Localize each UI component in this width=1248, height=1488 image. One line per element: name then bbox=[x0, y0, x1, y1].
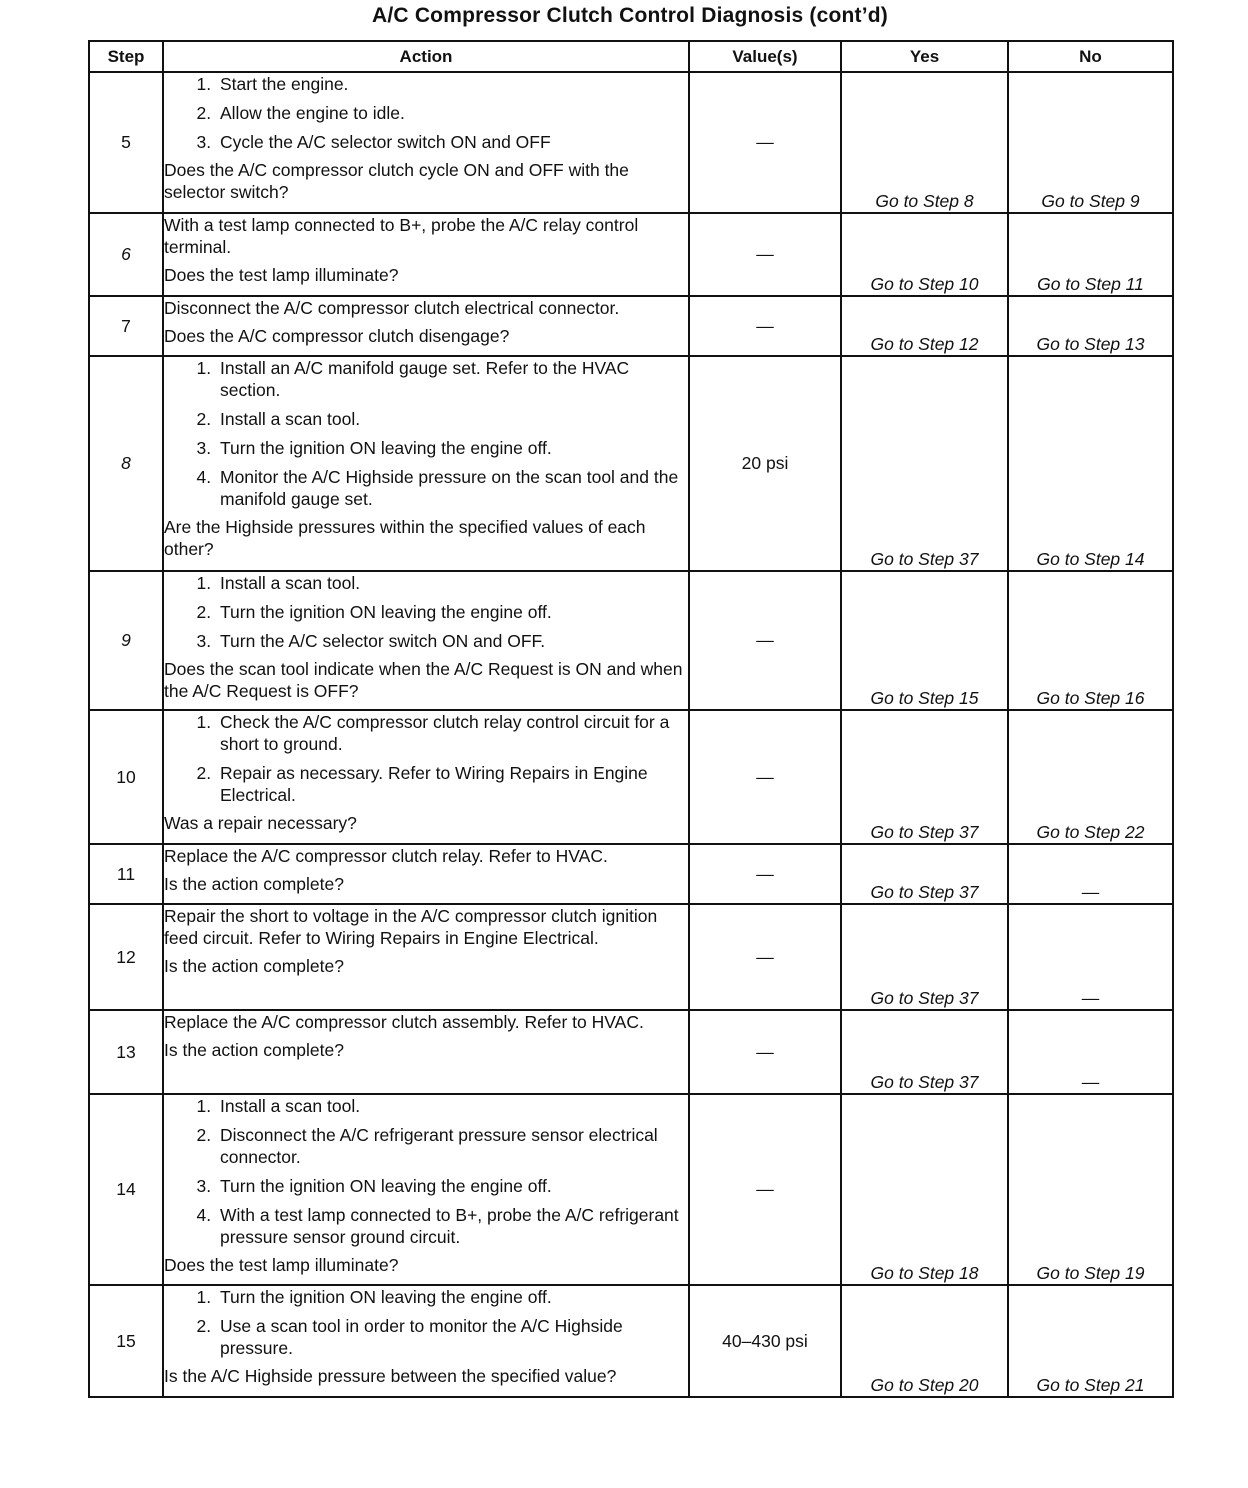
table-row bbox=[89, 710, 1173, 844]
no-cell: Go to Step 16 bbox=[1008, 571, 1173, 710]
table-row bbox=[89, 213, 1173, 296]
action-question: Does the test lamp illuminate? bbox=[164, 265, 399, 285]
no-cell: — bbox=[1008, 904, 1173, 1010]
action-question: Was a repair necessary? bbox=[164, 813, 357, 833]
action-steps-list bbox=[164, 73, 688, 153]
value-cell: 20 psi bbox=[689, 356, 841, 571]
step-number: 15 bbox=[89, 1285, 163, 1397]
value-cell: — bbox=[689, 710, 841, 844]
table-row bbox=[89, 356, 1173, 571]
step-number: 14 bbox=[89, 1094, 163, 1285]
action-steps-list bbox=[164, 572, 688, 652]
table-header-row bbox=[89, 41, 1173, 72]
step-number: 9 bbox=[89, 571, 163, 710]
no-cell: — bbox=[1008, 1010, 1173, 1094]
action-steps-list bbox=[164, 711, 688, 806]
action-steps-list bbox=[164, 1095, 688, 1248]
column-header-no: No bbox=[1008, 41, 1173, 72]
action-cell bbox=[163, 571, 689, 710]
action-step-item: 1. Check the A/C compressor clutch relay control circuit for a short to ground. bbox=[216, 711, 688, 755]
yes-cell: Go to Step 37 bbox=[841, 904, 1008, 1010]
value-cell: — bbox=[689, 72, 841, 213]
action-cell bbox=[163, 356, 689, 571]
action-steps-list bbox=[164, 357, 688, 510]
table-row bbox=[89, 571, 1173, 710]
action-question: Are the Highside pressures within the specified values of each other? bbox=[164, 517, 646, 559]
yes-cell: Go to Step 15 bbox=[841, 571, 1008, 710]
page-title: A/C Compressor Clutch Control Diagnosis (cont’d) bbox=[372, 4, 888, 27]
action-cell bbox=[163, 844, 689, 904]
table-body bbox=[89, 72, 1173, 1397]
step-number: 5 bbox=[89, 72, 163, 213]
yes-cell: Go to Step 37 bbox=[841, 356, 1008, 571]
step-number: 10 bbox=[89, 710, 163, 844]
yes-cell: Go to Step 8 bbox=[841, 72, 1008, 213]
step-number: 7 bbox=[89, 296, 163, 356]
yes-cell: Go to Step 12 bbox=[841, 296, 1008, 356]
step-number: 11 bbox=[89, 844, 163, 904]
table-row bbox=[89, 1010, 1173, 1094]
action-instruction: With a test lamp connected to B+, probe the A/C relay control terminal. bbox=[164, 215, 639, 257]
action-step-item: 2. Repair as necessary. Refer to Wiring Repairs in Engine Electrical. bbox=[216, 762, 688, 806]
action-question: Is the A/C Highside pressure between the specified value? bbox=[164, 1366, 617, 1386]
yes-cell: Go to Step 10 bbox=[841, 213, 1008, 296]
step-number: 12 bbox=[89, 904, 163, 1010]
step-number: 6 bbox=[89, 213, 163, 296]
action-question: Does the A/C compressor clutch cycle ON and OFF with the selector switch? bbox=[164, 160, 629, 202]
action-step-item: 3. Cycle the A/C selector switch ON and OFF bbox=[216, 131, 688, 153]
no-cell: Go to Step 14 bbox=[1008, 356, 1173, 571]
value-cell: — bbox=[689, 296, 841, 356]
action-step-item: 3. Turn the ignition ON leaving the engine off. bbox=[216, 437, 688, 459]
action-step-item: 2. Use a scan tool in order to monitor the A/C Highside pressure. bbox=[216, 1315, 688, 1359]
no-cell: — bbox=[1008, 844, 1173, 904]
column-header-values: Value(s) bbox=[689, 41, 841, 72]
column-header-yes: Yes bbox=[841, 41, 1008, 72]
table-row bbox=[89, 296, 1173, 356]
yes-cell: Go to Step 37 bbox=[841, 844, 1008, 904]
action-cell bbox=[163, 213, 689, 296]
yes-cell: Go to Step 37 bbox=[841, 1010, 1008, 1094]
action-step-item: 1. Start the engine. bbox=[216, 73, 688, 95]
value-cell: — bbox=[689, 1010, 841, 1094]
table-row bbox=[89, 904, 1173, 1010]
action-instruction: Disconnect the A/C compressor clutch electrical connector. bbox=[164, 298, 620, 318]
action-cell bbox=[163, 710, 689, 844]
yes-cell: Go to Step 18 bbox=[841, 1094, 1008, 1285]
table-row bbox=[89, 1285, 1173, 1397]
table-row bbox=[89, 1094, 1173, 1285]
action-cell bbox=[163, 904, 689, 1010]
action-cell bbox=[163, 296, 689, 356]
action-cell bbox=[163, 1094, 689, 1285]
value-cell: — bbox=[689, 1094, 841, 1285]
action-step-item: 4. Monitor the A/C Highside pressure on the scan tool and the manifold gauge set. bbox=[216, 466, 688, 510]
no-cell: Go to Step 22 bbox=[1008, 710, 1173, 844]
yes-cell: Go to Step 20 bbox=[841, 1285, 1008, 1397]
action-step-item: 1. Turn the ignition ON leaving the engine off. bbox=[216, 1286, 688, 1308]
value-cell: — bbox=[689, 904, 841, 1010]
action-instruction: Repair the short to voltage in the A/C compressor clutch ignition feed circuit. Refer to Wiring Repairs in Engine Electrical. bbox=[164, 906, 658, 948]
action-step-item: 2. Turn the ignition ON leaving the engine off. bbox=[216, 601, 688, 623]
value-cell: 40–430 psi bbox=[689, 1285, 841, 1397]
no-cell: Go to Step 9 bbox=[1008, 72, 1173, 213]
no-cell: Go to Step 11 bbox=[1008, 213, 1173, 296]
action-question: Is the action complete? bbox=[164, 874, 344, 894]
step-number: 13 bbox=[89, 1010, 163, 1094]
action-question: Does the A/C compressor clutch disengage? bbox=[164, 326, 510, 346]
action-step-item: 2. Disconnect the A/C refrigerant pressure sensor electrical connector. bbox=[216, 1124, 688, 1168]
table-row bbox=[89, 844, 1173, 904]
action-cell bbox=[163, 1010, 689, 1094]
action-question: Is the action complete? bbox=[164, 1040, 344, 1060]
action-question: Does the scan tool indicate when the A/C Request is ON and when the A/C Request is OFF? bbox=[164, 659, 683, 701]
column-header-step: Step bbox=[89, 41, 163, 72]
action-cell bbox=[163, 1285, 689, 1397]
action-step-item: 2. Install a scan tool. bbox=[216, 408, 688, 430]
no-cell: Go to Step 19 bbox=[1008, 1094, 1173, 1285]
action-question: Does the test lamp illuminate? bbox=[164, 1255, 399, 1275]
no-cell: Go to Step 21 bbox=[1008, 1285, 1173, 1397]
action-step-item: 1. Install a scan tool. bbox=[216, 572, 688, 594]
action-step-item: 1. Install a scan tool. bbox=[216, 1095, 688, 1117]
action-steps-list bbox=[164, 1286, 688, 1359]
action-cell bbox=[163, 72, 689, 213]
action-step-item: 3. Turn the ignition ON leaving the engine off. bbox=[216, 1175, 688, 1197]
table-row bbox=[89, 72, 1173, 213]
no-cell: Go to Step 13 bbox=[1008, 296, 1173, 356]
action-step-item: 4. With a test lamp connected to B+, probe the A/C refrigerant pressure sensor ground circuit. bbox=[216, 1204, 688, 1248]
yes-cell: Go to Step 37 bbox=[841, 710, 1008, 844]
value-cell: — bbox=[689, 571, 841, 710]
action-step-item: 3. Turn the A/C selector switch ON and OFF. bbox=[216, 630, 688, 652]
action-step-item: 2. Allow the engine to idle. bbox=[216, 102, 688, 124]
diagnosis-table bbox=[88, 40, 1174, 1398]
action-step-item: 1. Install an A/C manifold gauge set. Refer to the HVAC section. bbox=[216, 357, 688, 401]
step-number: 8 bbox=[89, 356, 163, 571]
action-instruction: Replace the A/C compressor clutch relay. Refer to HVAC. bbox=[164, 846, 608, 866]
value-cell: — bbox=[689, 213, 841, 296]
action-instruction: Replace the A/C compressor clutch assembly. Refer to HVAC. bbox=[164, 1012, 644, 1032]
column-header-action: Action bbox=[163, 41, 689, 72]
action-question: Is the action complete? bbox=[164, 956, 344, 976]
value-cell: — bbox=[689, 844, 841, 904]
